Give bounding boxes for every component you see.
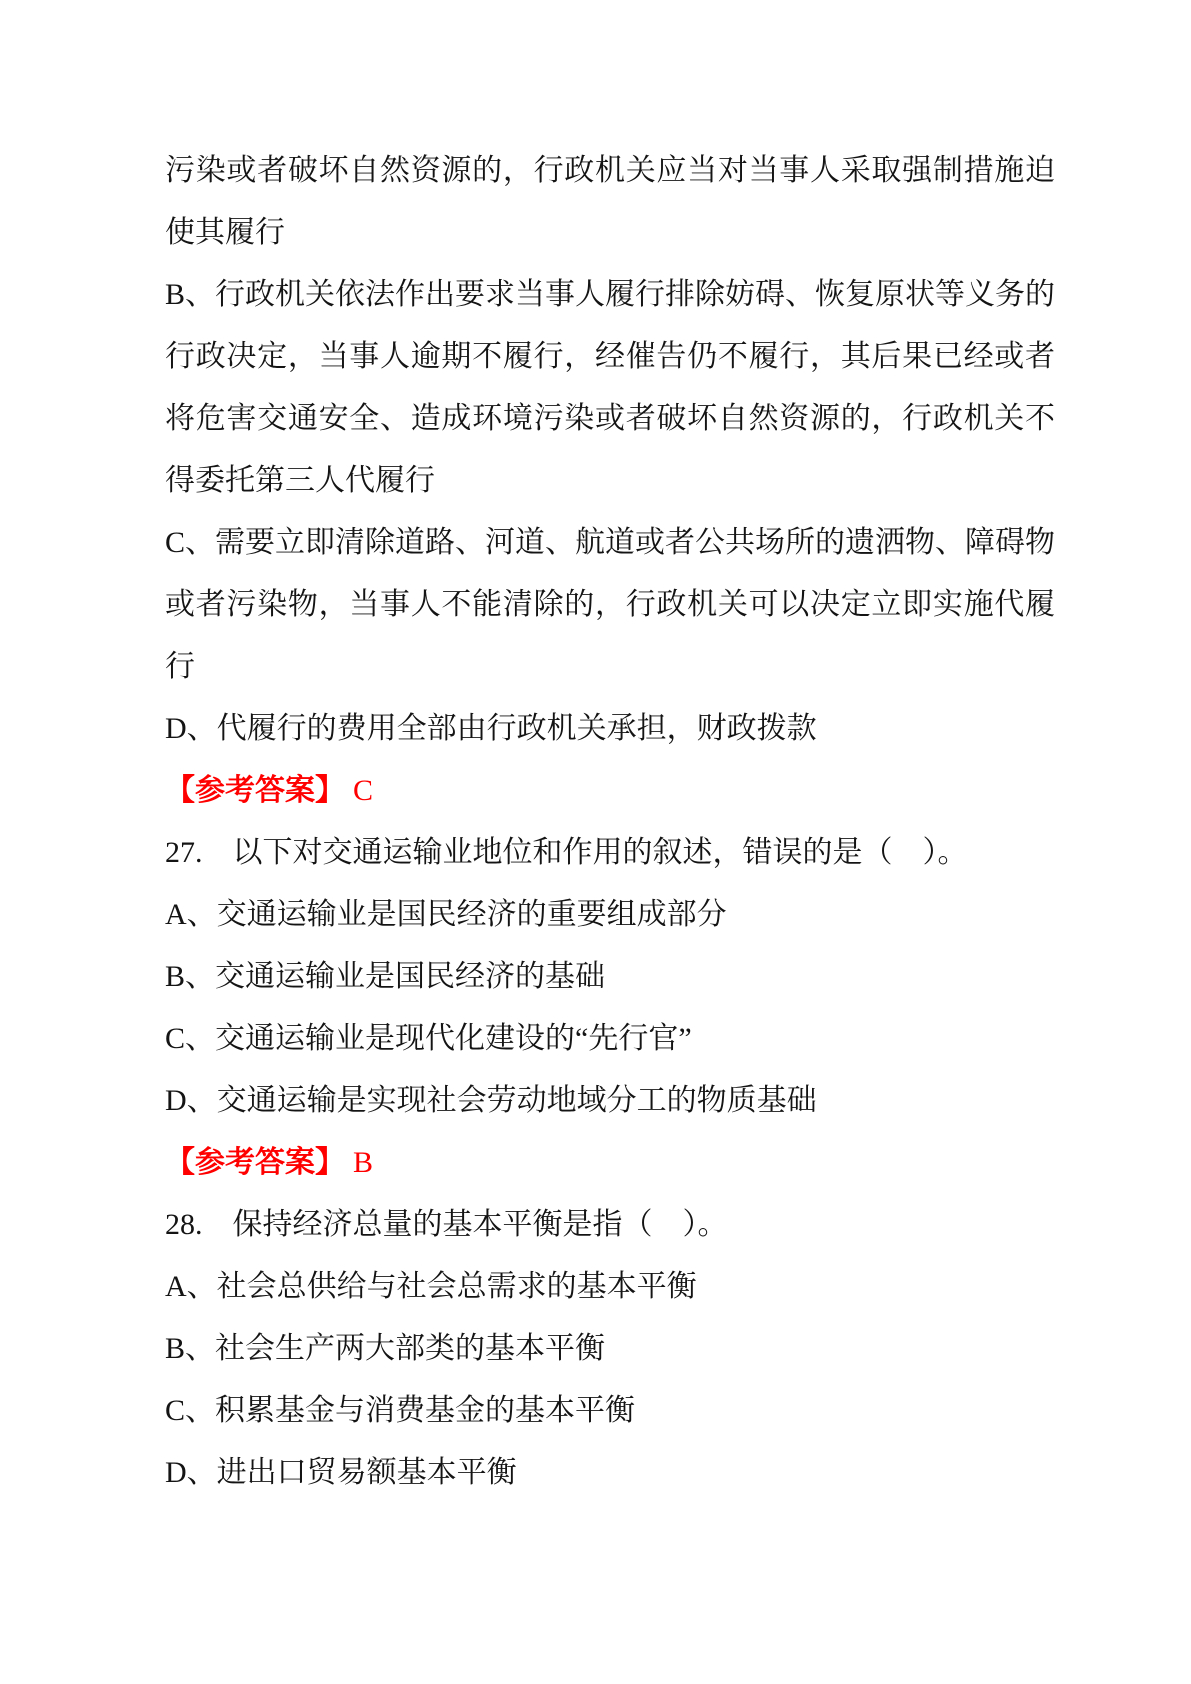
- paragraph-text: A、交通运输业是国民经济的重要组成部分: [165, 898, 727, 931]
- answer-value: C: [353, 774, 374, 807]
- paragraph-text: B、交通运输业是国民经济的基础: [165, 960, 606, 993]
- reference-answer: [165, 760, 1055, 822]
- paragraph-text: C、积累基金与消费基金的基本平衡: [165, 1394, 636, 1427]
- paragraph-text: 27. 以下对交通运输业地位和作用的叙述，错误的是（ ）。: [165, 836, 968, 869]
- question-27-option-c: [165, 1008, 1055, 1070]
- question-28-option-b: [165, 1318, 1055, 1380]
- question-28-option-a: [165, 1256, 1055, 1318]
- paragraph-text: 28. 保持经济总量的基本平衡是指（ ）。: [165, 1208, 728, 1241]
- paragraph-text: D、进出口贸易额基本平衡: [165, 1456, 517, 1489]
- paragraph-text: B、行政机关依法作出要求当事人履行排除妨碍、恢复原状等义务的行政决定，当事人逾期不履行，经催告仍不履行，其后果已经或者将危害交通安全、造成环境污染或者破坏自然资源的，行政机关不得委托第三人代履行: [165, 278, 1056, 497]
- question-28-stem: [165, 1194, 1055, 1256]
- question-27-option-d: [165, 1070, 1055, 1132]
- document-content: [165, 140, 1055, 1504]
- paragraph-text: 污染或者破坏自然资源的，行政机关应当对当事人采取强制措施迫使其履行: [165, 154, 1055, 249]
- question-27-option-a: [165, 884, 1055, 946]
- paragraph-text: D、交通运输是实现社会劳动地域分工的物质基础: [165, 1084, 817, 1117]
- question-28-option-d: [165, 1442, 1055, 1504]
- question-28-option-c: [165, 1380, 1055, 1442]
- paragraph-text: B、社会生产两大部类的基本平衡: [165, 1332, 606, 1365]
- paragraph-text: D、代履行的费用全部由行政机关承担，财政拨款: [165, 712, 817, 745]
- answer-value: B: [353, 1146, 374, 1179]
- reference-answer: [165, 1132, 1055, 1194]
- paragraph-text: A、社会总供给与社会总需求的基本平衡: [165, 1270, 697, 1303]
- option-b: [165, 264, 1055, 512]
- option-a-continuation: [165, 140, 1055, 264]
- answer-label: 【参考答案】: [165, 1146, 345, 1179]
- answer-label: 【参考答案】: [165, 774, 345, 807]
- paragraph-text: C、交通运输业是现代化建设的“先行官”: [165, 1022, 692, 1055]
- option-d: [165, 698, 1055, 760]
- paragraph-text: C、需要立即清除道路、河道、航道或者公共场所的遗洒物、障碍物或者污染物，当事人不能清除的，行政机关可以决定立即实施代履行: [165, 526, 1056, 683]
- question-27-stem: [165, 822, 1055, 884]
- question-27-option-b: [165, 946, 1055, 1008]
- option-c: [165, 512, 1055, 698]
